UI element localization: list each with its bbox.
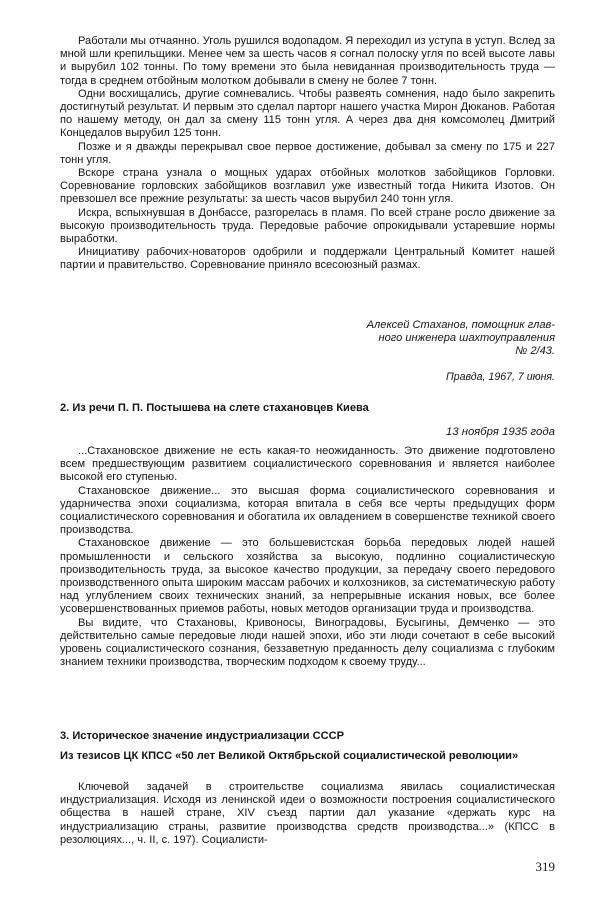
paragraph: Инициативу рабочих-новаторов одобрили и поддержали Центральный Комитет нашей партии и правительство. Соревнование приняло всесоюзный размах. xyxy=(60,246,555,272)
signature-line: № 2/43. xyxy=(515,345,555,358)
section-heading: 2. Из речи П. П. Постышева на слете стахановцев Киева xyxy=(60,402,369,414)
speech-date: 13 ноября 1935 года xyxy=(445,426,555,438)
paragraph: Стахановское движение... это высшая форма социалистического соревнования и ударничества эпохи социализма, которая впитала в себя все черты предыдущих форм социалистического соревнования и обогатила их овладением в совершенстве техникой своего производства. xyxy=(60,484,555,537)
signature-line: Алексей Стаханов, помощник глав- xyxy=(366,319,555,331)
paragraph: Позже и я дважды перекрывал свое первое достижение, добывал за смену по 175 и 227 тонн угля. xyxy=(60,140,555,166)
signature-line: ного инженера шахтоуправления xyxy=(378,332,555,345)
signature xyxy=(367,319,555,359)
memoir-text xyxy=(60,35,555,273)
speech-text xyxy=(60,445,555,669)
paragraph: Ключевой задачей в строительстве социализма явилась социалистическая индустриализация. Исходя из ленинской идеи о возможности построения социалистического общества в нашей стране, XIV съезд партии дал указание «держать курс на индустриализацию страны, развитие производства средств производства...» (КПСС в резолюциях..., ч. II, с. 197). Социалисти- xyxy=(60,781,555,846)
paragraph: Вы видите, что Стахановы, Кривоносы, Виноградовы, Бусыгины, Демченко — это действительно самые передовые люди нашей эпохи, ибо эти люди сочетают в себе высокий уровень социалистического сознания, беззаветную преданность делу социализма с глубоким знанием техники производства, творческим подходом к своему труду... xyxy=(60,616,555,669)
paragraph: Стахановское движение — это большевистская борьба передовых людей нашей промышленности и сельского хозяйства за высокую, подлинно социалистическую производительность труда, за высокое качество продукции, за передачу своего передового производственного опыта широким массам рабочих и колхозников, за систематическую работу над углублением своих технических знаний, за непрерывные искания новых, все более усовершенствованных приемов работы, новых методов организации труда и производства. xyxy=(60,537,555,616)
paragraph: Искра, вспыхнувшая в Донбассе, разгорелась в пламя. По всей стране росло движение за высокую производительность труда. Передовые рабочие опрокидывали устаревшие нормы выработки. xyxy=(60,206,555,246)
paragraph: Одни восхищались, другие сомневались. Чтобы развеять сомнения, надо было закрепить достигнутый результат. И первым это сделал парторг нашего участка Мирон Дюканов. Работая по нашему методу, он дал за смену 115 тонн угля. А через два дня комсомолец Дмитрий Концедалов вырубил 125 тонн. xyxy=(60,87,555,140)
paragraph: ...Стахановское движение не есть какая-то неожиданность. Это движение подготовлено всем предшествующим развитием социалистического соревнования и является наиболее высокой его ступенью. xyxy=(60,445,555,484)
paragraph: Работали мы отчаянно. Уголь рушился водопадом. Я переходил из уступа в уступ. Вслед за мной шли крепильщики. Менее чем за шесть часов я согнал полоску угля по всей высоте лавы и вырубил 102 тонны. По тому времени это была невиданная производительность труда — тогда в среднем отбойным молотком добывали в смену не более 7 тонн. xyxy=(60,35,555,87)
section-heading: 3. Историческое значение индустриализации СССР xyxy=(60,730,345,742)
source-citation: Правда, 1967, 7 июня. xyxy=(446,371,555,383)
paragraph: Вскоре страна узнала о мощных ударах отбойных молотков забойщиков Горловки. Соревнование горловских забойщиков возглавил уже известный тогда Никита Изотов. Он превзошел все прежние результаты: за шесть часов вырубил 240 тонн угля. xyxy=(60,167,555,206)
theses-text xyxy=(60,781,555,847)
page-number: 319 xyxy=(535,859,555,874)
section-subheading: Из тезисов ЦК КПСС «50 лет Великой Октябрьской социалистической революции» xyxy=(60,750,519,762)
